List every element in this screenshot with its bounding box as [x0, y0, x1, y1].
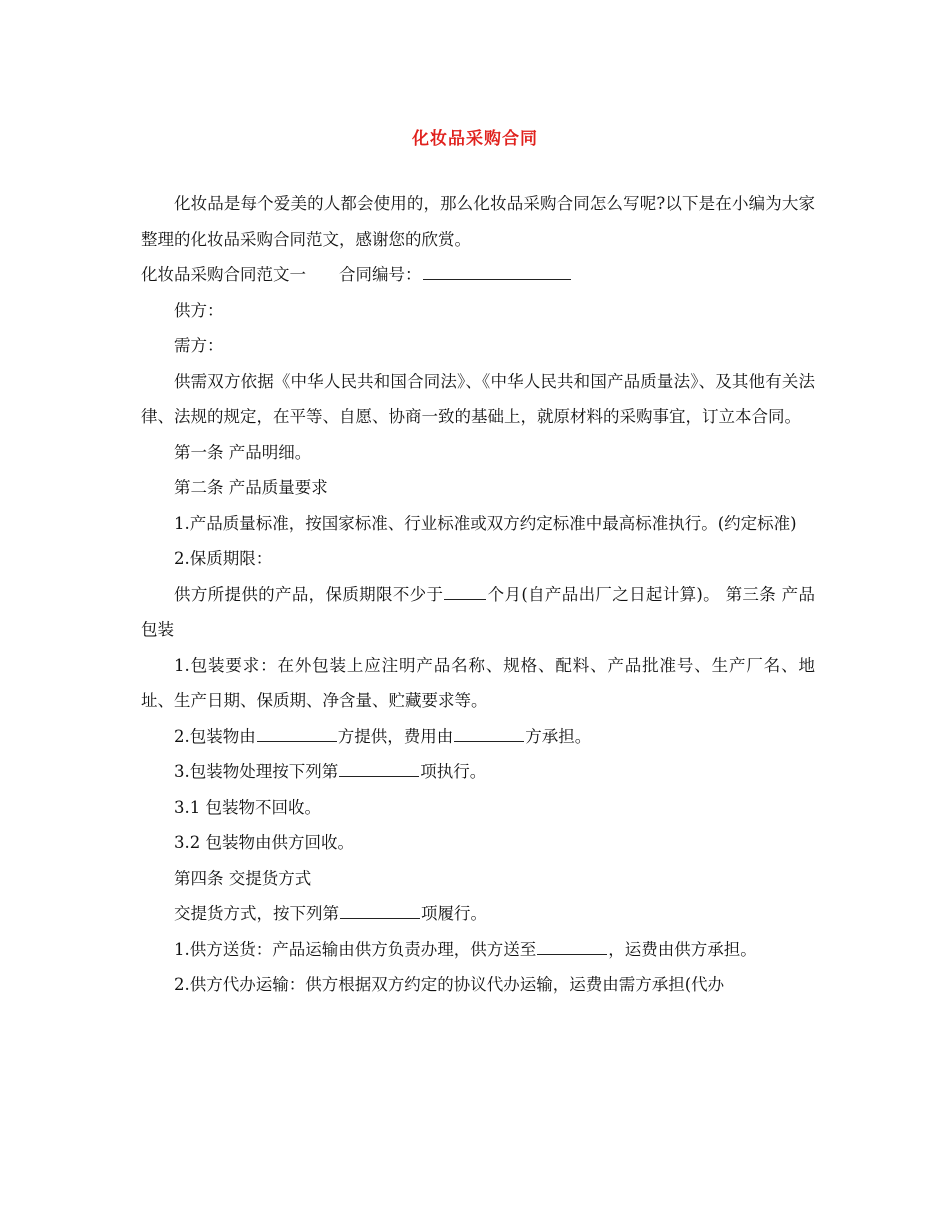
shelf-life-heading: 2.保质期限：	[174, 549, 273, 568]
delivery-method-blank	[340, 917, 420, 919]
shelf-life-blank	[444, 598, 486, 600]
supplier-delivery-text-b: ，运费由供方承担。	[608, 939, 757, 959]
article-4-heading: 第四条 交提货方式	[174, 868, 312, 888]
buyer-line: 需方：	[174, 336, 224, 355]
delivery-method-text-a: 交提货方式，按下列第	[174, 904, 339, 923]
supplier-delivery-text-a: 1.供方送货：产品运输由供方负责办理，供方送至	[174, 939, 537, 959]
contract-number-label: 化妆品采购合同范文一 合同编号：	[141, 265, 422, 284]
packaging-provider-text-b: 方提供，费用由	[337, 726, 454, 746]
packaging-provider-clause	[141, 719, 815, 755]
packaging-option-1: 3.1 包装物不回收。	[174, 797, 321, 817]
delivery-method-text-b: 项履行。	[421, 904, 487, 923]
article-1-heading: 第一条 产品明细。	[174, 442, 312, 462]
shelf-life-clause	[141, 577, 815, 648]
contract-number-line	[141, 257, 815, 293]
shelf-life-text-a: 供方所提供的产品，保质期限不少于	[174, 584, 444, 604]
intro-paragraph: 化妆品是每个爱美的人都会使用的，那么化妆品采购合同怎么写呢?以下是在小编为大家整理的化妆品采购合同范文，感谢您的欣赏。	[141, 194, 815, 249]
shelf-life-text-b: 个月(自产品出厂之日起计算)。 第三条 产品包装	[141, 584, 816, 639]
supplier-delivery-blank	[537, 953, 607, 955]
supplier-delivery-clause	[141, 932, 815, 968]
contract-number-blank	[423, 278, 571, 280]
delivery-method-clause	[141, 896, 815, 932]
packaging-option-2: 3.2 包装物由供方回收。	[174, 833, 354, 852]
document-body	[141, 186, 815, 1003]
packaging-requirement-clause: 1.包装要求：在外包装上应注明产品名称、规格、配料、产品批准号、生产厂名、地址、生产日期、保质期、净含量、贮藏要求等。	[141, 655, 815, 710]
agent-transport-clause: 2.供方代办运输：供方根据双方约定的协议代办运输，运费由需方承担(代办	[174, 975, 725, 994]
supplier-line: 供方：	[174, 300, 224, 320]
packaging-provider-text-c: 方承担。	[525, 726, 592, 746]
packaging-disposal-text-a: 3.包装物处理按下列第	[174, 762, 339, 781]
preamble-paragraph: 供需双方依据《中华人民共和国合同法》、《中华人民共和国产品质量法》、及其他有关法律、法规的规定，在平等、自愿、协商一致的基础上，就原材料的采购事宜，订立本合同。	[141, 371, 815, 426]
quality-standard-clause: 1.产品质量标准，按国家标准、行业标准或双方约定标准中最高标准执行。(约定标准)	[174, 513, 797, 533]
packaging-provider-text-a: 2.包装物由	[174, 726, 256, 746]
article-2-heading: 第二条 产品质量要求	[174, 478, 328, 497]
packaging-disposal-clause	[141, 754, 815, 790]
packaging-provider-blank	[257, 740, 337, 742]
packaging-disposal-blank	[339, 775, 419, 777]
packaging-cost-blank	[454, 740, 524, 742]
document-title: 化妆品采购合同	[412, 129, 538, 149]
packaging-disposal-text-b: 项执行。	[420, 762, 487, 781]
